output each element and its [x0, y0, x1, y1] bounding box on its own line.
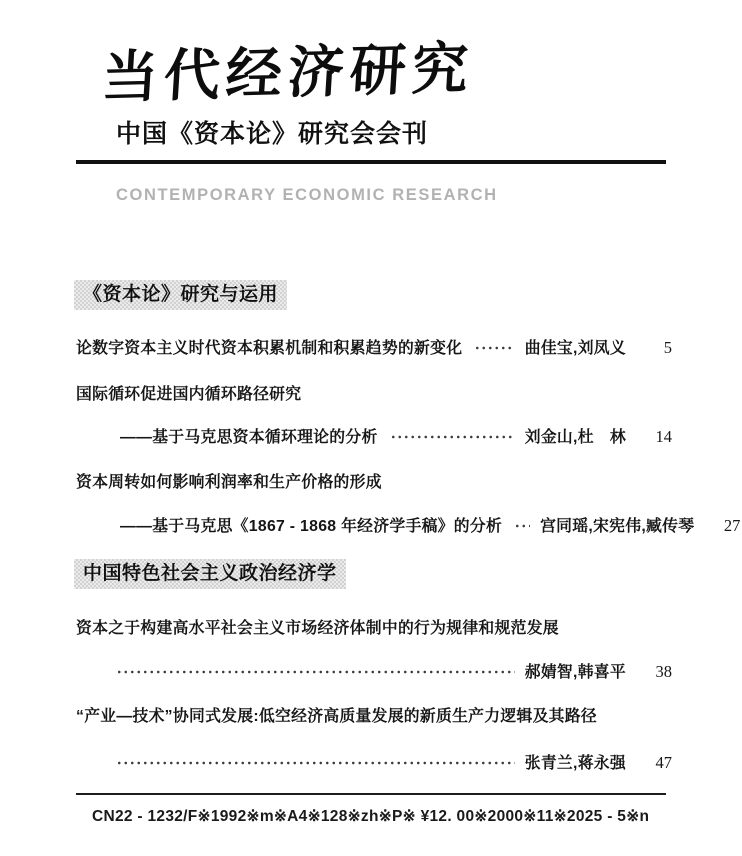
section-header-capital-research: 《资本论》研究与运用 — [74, 280, 287, 310]
article-authors: 张青兰,蒋永强 — [524, 755, 626, 772]
masthead — [0, 0, 742, 205]
dot-leader — [390, 433, 515, 441]
page-number: 14 — [655, 427, 672, 446]
article-authors: 刘金山,杜 林 — [524, 429, 626, 446]
toc-entry — [76, 618, 672, 639]
article-authors: 郝婧智,韩喜平 — [524, 664, 626, 681]
toc-entry — [76, 384, 672, 405]
journal-title-calligraphy: 当代经济研究 — [99, 35, 476, 112]
article-title: 论数字资本主义时代资本积累机制和积累趋势的新变化 — [76, 340, 463, 357]
toc-entry-subtitle — [76, 515, 741, 537]
section-header-socialist-political-economy: 中国特色社会主义政治经济学 — [74, 559, 346, 589]
footer-divider — [76, 793, 666, 795]
journal-subtitle: 中国《资本论》研究会会刊 — [116, 120, 429, 148]
page-number: 5 — [663, 338, 672, 357]
journal-title-english: CONTEMPORARY ECONOMIC RESEARCH — [116, 186, 498, 204]
dot-leader — [116, 668, 515, 676]
toc-entry — [76, 472, 672, 493]
article-authors: 曲佳宝,刘凤义 — [524, 340, 626, 357]
article-subtitle: ——基于马克思《1867 - 1868 年经济学手稿》的分析 — [120, 518, 503, 535]
toc-entry — [76, 706, 672, 727]
page-number: 38 — [655, 662, 672, 681]
article-title: 资本之于构建高水平社会主义市场经济体制中的行为规律和规范发展 — [76, 620, 559, 637]
page-number: 27 — [723, 516, 741, 535]
imprint-line: CN22 - 1232/F※1992※m※A4※128※zh※P※ ¥12. 00※2000※11※2025 - 5※n — [92, 808, 650, 825]
toc-entry-continuation — [76, 661, 672, 683]
article-title: 资本周转如何影响利润率和生产价格的形成 — [76, 474, 382, 491]
article-authors: 宫同瑶,宋宪伟,臧传琴 — [540, 518, 695, 535]
dot-leader — [474, 344, 514, 352]
article-title: 国际循环促进国内循环路径研究 — [76, 386, 302, 403]
page-number: 47 — [655, 753, 672, 772]
dot-leader — [116, 759, 515, 767]
imprint-footer — [0, 793, 742, 826]
toc-entry — [76, 337, 672, 359]
toc-entry-continuation — [76, 752, 672, 774]
dot-leader — [514, 522, 530, 530]
article-subtitle: ——基于马克思资本循环理论的分析 — [120, 429, 378, 446]
table-of-contents — [0, 280, 742, 774]
toc-entry-subtitle — [76, 426, 672, 448]
masthead-divider — [76, 160, 666, 164]
article-title: “产业—技术”协同式发展:低空经济高质量发展的新质生产力逻辑及其路径 — [76, 708, 597, 725]
